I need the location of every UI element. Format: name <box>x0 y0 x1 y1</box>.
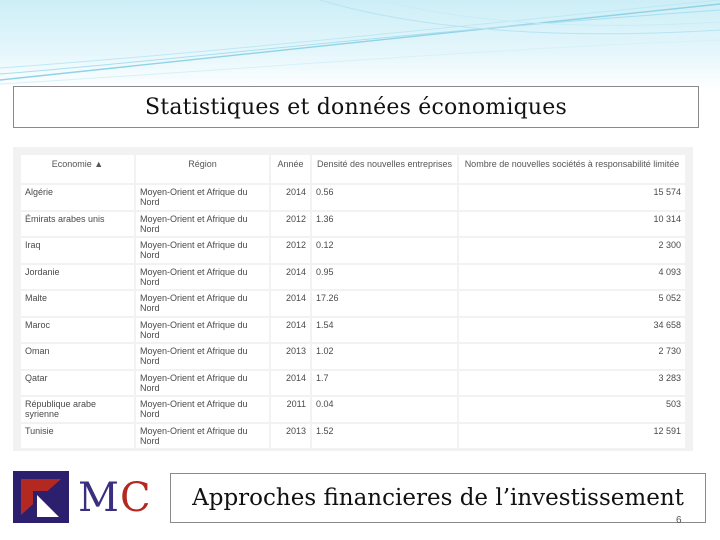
cell-density: 0.12 <box>312 238 457 263</box>
mc-letter-c: C <box>119 475 152 521</box>
cell-year: 2012 <box>271 212 310 237</box>
cell-count: 503 <box>459 397 685 422</box>
table-row <box>21 371 685 396</box>
cell-density: 17.26 <box>312 291 457 316</box>
slide-title-box <box>13 86 699 128</box>
wave-lines <box>0 0 720 90</box>
cell-region: Moyen-Orient et Afrique du Nord <box>136 291 269 316</box>
table-row <box>21 291 685 316</box>
slide-number: 6 <box>676 515 682 526</box>
header-wave-background <box>0 0 720 90</box>
table-row <box>21 238 685 263</box>
cell-count: 2 300 <box>459 238 685 263</box>
table-row <box>21 424 685 449</box>
cell-density: 1.02 <box>312 344 457 369</box>
cell-density: 1.7 <box>312 371 457 396</box>
column-header-count[interactable]: Nombre de nouvelles sociétés à responsabilité limitée <box>459 155 685 183</box>
cell-region: Moyen-Orient et Afrique du Nord <box>136 318 269 343</box>
column-header-economy[interactable]: Economie ▲ <box>21 155 134 183</box>
cell-economy: Algérie <box>21 185 134 210</box>
table-row <box>21 212 685 237</box>
table-header-row <box>21 155 685 183</box>
cell-year: 2014 <box>271 291 310 316</box>
cell-economy: Iraq <box>21 238 134 263</box>
cell-count: 12 591 <box>459 424 685 449</box>
table-row <box>21 344 685 369</box>
cell-count: 5 052 <box>459 291 685 316</box>
cell-year: 2011 <box>271 397 310 422</box>
footer-title: Approches financieres de l’investissement <box>192 485 684 511</box>
table-row <box>21 265 685 290</box>
cell-year: 2014 <box>271 318 310 343</box>
cell-economy: République arabe syrienne <box>21 397 134 422</box>
cell-year: 2014 <box>271 371 310 396</box>
cell-count: 3 283 <box>459 371 685 396</box>
footer-title-box <box>170 473 706 523</box>
cell-region: Moyen-Orient et Afrique du Nord <box>136 185 269 210</box>
cell-region: Moyen-Orient et Afrique du Nord <box>136 397 269 422</box>
cell-count: 2 730 <box>459 344 685 369</box>
slide-title: Statistiques et données économiques <box>145 94 567 120</box>
cell-economy: Malte <box>21 291 134 316</box>
cell-count: 34 658 <box>459 318 685 343</box>
cell-economy: Qatar <box>21 371 134 396</box>
cell-year: 2014 <box>271 265 310 290</box>
cell-economy: Jordanie <box>21 265 134 290</box>
cell-region: Moyen-Orient et Afrique du Nord <box>136 265 269 290</box>
cell-economy: Oman <box>21 344 134 369</box>
cell-density: 0.56 <box>312 185 457 210</box>
cell-density: 1.52 <box>312 424 457 449</box>
cell-economy: Émirats arabes unis <box>21 212 134 237</box>
cell-economy: Tunisie <box>21 424 134 449</box>
table-row <box>21 318 685 343</box>
cell-count: 15 574 <box>459 185 685 210</box>
cell-region: Moyen-Orient et Afrique du Nord <box>136 238 269 263</box>
cell-density: 0.04 <box>312 397 457 422</box>
cell-density: 0.95 <box>312 265 457 290</box>
cell-count: 4 093 <box>459 265 685 290</box>
cell-year: 2013 <box>271 424 310 449</box>
cell-economy: Maroc <box>21 318 134 343</box>
cell-region: Moyen-Orient et Afrique du Nord <box>136 424 269 449</box>
table-row <box>21 185 685 210</box>
mc-letter-m: M <box>78 475 120 521</box>
statistics-table <box>19 153 687 450</box>
cell-density: 1.36 <box>312 212 457 237</box>
cell-region: Moyen-Orient et Afrique du Nord <box>136 344 269 369</box>
cell-year: 2013 <box>271 344 310 369</box>
mc-logo-icon <box>13 471 69 523</box>
mc-wordmark <box>78 476 152 520</box>
column-header-density[interactable]: Densité des nouvelles entreprises <box>312 155 457 183</box>
table-row <box>21 397 685 422</box>
cell-region: Moyen-Orient et Afrique du Nord <box>136 371 269 396</box>
column-header-region[interactable]: Région <box>136 155 269 183</box>
cell-year: 2014 <box>271 185 310 210</box>
column-header-year[interactable]: Année <box>271 155 310 183</box>
data-table-panel <box>13 147 693 451</box>
cell-count: 10 314 <box>459 212 685 237</box>
cell-region: Moyen-Orient et Afrique du Nord <box>136 212 269 237</box>
cell-year: 2012 <box>271 238 310 263</box>
cell-density: 1.54 <box>312 318 457 343</box>
